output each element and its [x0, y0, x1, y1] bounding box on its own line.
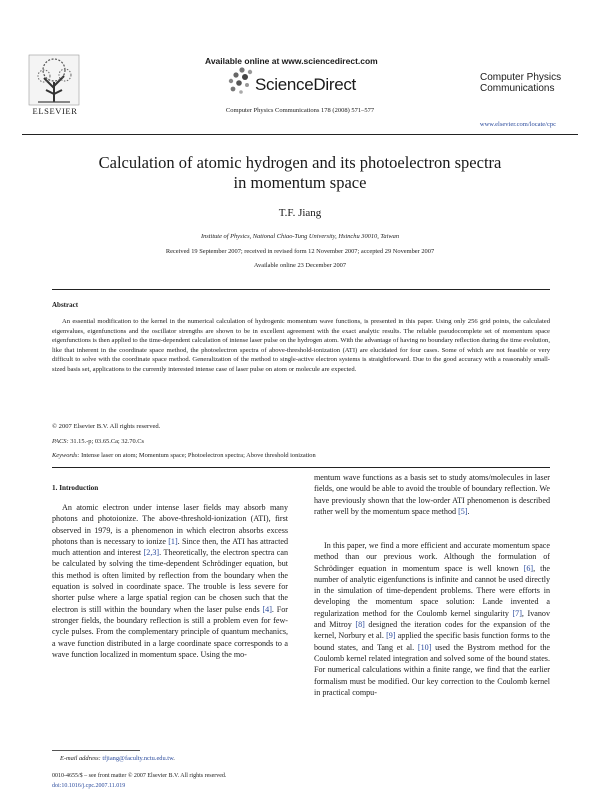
reference-link[interactable]: [7] — [512, 608, 522, 618]
email-label: E-mail address: — [60, 755, 101, 762]
intro-text: , the number of analytic eigenfunctions is infinite and cannot be used directly in the simulation of time-dependent problems. There were efforts in developing the momentum space solution: Lande invented a regularization method for the Coulomb kernel singularity — [314, 563, 551, 618]
keywords-label: Keywords: — [52, 452, 80, 459]
intro-right-paragraph-1 — [314, 472, 550, 517]
intro-text: applied the specific basis function forms to the bound states, and Tang et al. — [314, 631, 551, 652]
intro-text: . Since then, the ATI has attracted much attention and interest — [52, 536, 289, 558]
journal-url-link[interactable]: www.elsevier.com/locate/cpc — [479, 121, 556, 128]
reference-link[interactable]: [1] — [168, 536, 178, 546]
intro-text: used the Bystrom method for the Coulomb kernel related integration and solved some of the bound states. For numerical calculations within a finite range, we find that the earlier formalism must be modified. Our key correction to the Coulomb kernel in practical compu- — [314, 642, 550, 697]
sciencedirect-wordmark: ScienceDirect — [255, 75, 356, 94]
intro-text: . For stronger fields, the boundary reflection is still a problem even for few-cycle pulses. From the complementary principle of quantum mechanics, a wave function distributed in a large coordinate space corresponds to a wave function localized in momentum space. Using the mo- — [52, 604, 289, 659]
intro-text: An atomic electron under intense laser fields may absorb many photons and photoionize. The above-threshold-ionization (ATI), first observed in 1979, is a phenomenon in which electron absorbs excess photons than is necessary to ionize — [52, 503, 288, 546]
pacs-label: PACS: — [52, 438, 69, 445]
journal-name-line-1: Computer Physics — [480, 72, 562, 83]
intro-text: In this paper, we find a more efficient and accurate momentum space method than our previous work. Although the formulation of Schrödinger equation in momentum space is well known — [314, 541, 550, 573]
author-affiliation: Institute of Physics, National Chiao-Tung University, Hsinchu 30010, Taiwan — [200, 233, 400, 240]
footnote-email — [60, 755, 175, 762]
abstract-top-divider — [52, 289, 550, 290]
abstract-body: An essential modification to the kernel in the numerical calculation of hydrogenic momentum wave functions, is presented in this paper. Using only 256 grid points, the calculated eigenvalues, eigenfunctions and the oscillator strengths are shown to be in excellent agreement with the exact analytic results. The reliable pseudocomplete set of momentum space eigenfunctions is then applied to the time-dependent calculation of intense laser pulse on the hydrogen atom. With the advantage of having no boundary reflection during the time evolution, like that inherent in the coordinate space method, the photoelectron spectra of above-threshold-ionization (ATI) are elucidated for four cases. Some of which are not feasible or very difficult to solve with the coordinate space method. Generalization of the method to single-active electron systems is straightforward. Due to the good accuracy with a reasonably small-sized basis set, applications to the currently interested intense case of laser pulse on atom or molecule are expected. — [52, 318, 550, 373]
doi-link[interactable]: doi:10.1016/j.cpc.2007.11.019 — [52, 783, 126, 789]
intro-text: mentum wave functions as a basis set to study atoms/molecules in laser fields, one would be able to avoid the trouble of boundary reflection. We have previously shown that the low-order ATI phenomenon is described rather well by the momentum space method — [314, 473, 550, 516]
journal-name — [480, 72, 561, 94]
elsevier-wordmark: ELSEVIER — [32, 106, 78, 116]
intro-text: . Theoretically, the electron spectra can be calculated by solving the time-dependent Schrödinger equation, but this method is often limited by reflection from the boundary when the equation is solved in coordinate space. The trouble is less severe for shorter pulse where a large spatial region can be chosen such that the electron is still within the boundary when the laser pulse ends — [52, 548, 288, 614]
header-divider — [22, 134, 578, 135]
reference-link[interactable]: [9] — [386, 631, 396, 641]
article-title — [0, 153, 600, 193]
reference-link[interactable]: [5] — [458, 506, 468, 516]
issn-front-matter: 0010-4655/$ – see front matter © 2007 Elsevier B.V. All rights reserved. — [52, 773, 227, 779]
pacs-codes: 31.15.-p; 03.65.Ca; 32.70.Cs — [70, 438, 145, 445]
article-title-line-2: in momentum space — [233, 173, 367, 192]
journal-citation: Computer Physics Communications 178 (2008) 571–577 — [225, 107, 375, 114]
reference-link[interactable]: [8] — [355, 620, 365, 630]
abstract-bottom-divider — [52, 467, 550, 468]
available-online-banner: Available online at www.sciencedirect.com — [205, 56, 378, 66]
email-link[interactable]: tfjiang@faculty.nctu.edu.tw — [102, 755, 174, 762]
intro-text: . — [467, 506, 470, 516]
reference-link[interactable]: [10] — [417, 642, 432, 652]
intro-right-paragraph-2 — [314, 540, 550, 698]
reference-link[interactable]: [2,3] — [143, 548, 160, 558]
abstract-heading: Abstract — [52, 301, 79, 309]
keywords-list: Intense laser on atom; Momentum space; Photoelectron spectra; Above threshold ionization — [81, 452, 316, 459]
available-online-date: Available online 23 December 2007 — [253, 262, 347, 269]
article-author: T.F. Jiang — [278, 207, 322, 219]
intro-left-column — [52, 502, 288, 660]
intro-text: designed the iteration codes for the expansion of the kernel, Norbury et al. — [314, 620, 551, 641]
journal-name-line-2: Communications — [480, 83, 555, 94]
received-dates: Received 19 September 2007; received in revised form 12 November 2007; accepted 29 November 2007 — [165, 248, 435, 255]
reference-link[interactable]: [6] — [523, 563, 534, 573]
abstract-copyright: © 2007 Elsevier B.V. All rights reserved. — [52, 423, 161, 430]
pacs-line — [52, 438, 144, 445]
footnote-divider — [52, 750, 140, 751]
keywords-line — [52, 452, 316, 459]
article-title-line-1: Calculation of atomic hydrogen and its photoelectron spectra — [98, 153, 502, 172]
section-heading-introduction: 1. Introduction — [52, 484, 99, 492]
email-end: . — [173, 755, 175, 762]
reference-link[interactable]: [4] — [262, 604, 272, 614]
intro-text: , Ivanov and Mitroy — [314, 608, 550, 630]
